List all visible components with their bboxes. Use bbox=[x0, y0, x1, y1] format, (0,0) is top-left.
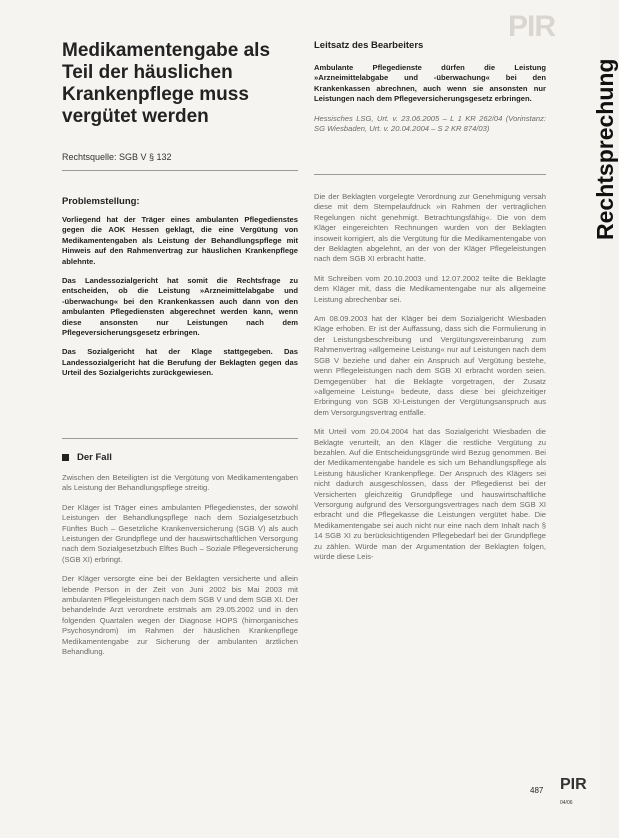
leitsatz-heading: Leitsatz des Bearbeiters bbox=[314, 40, 424, 51]
leitsatz-section bbox=[314, 40, 546, 143]
case-paragraph: Der Kläger versorgte eine bei der Beklagten versicherte und allein lebende Person in der Zeit von Juni 2002 bis Mai 2003 mit ambulanten Pflegeleistungen nach dem SGB V und dem SGB XI. Der behandelnde Arzt verordnete erstmals am 29.05.2002 und in den folgenden Quartalen wegen der Diagnose HOPS (hirnorganisches Psychosyndrom) im Rahmen der häuslichen Krankenpflege Medikamentengabe zur Sicherung der ambulanten ärztlichen Behandlung. bbox=[62, 574, 298, 657]
problem-heading: Problemstellung: bbox=[62, 196, 140, 207]
leitsatz-citation: Hessisches LSG, Urt. v. 23.06.2005 – L 1 KR 262/04 (Vorinstanz: SG Wiesbaden, Urt. v. 20.04.2004 – S 2 KR 874/03) bbox=[314, 113, 546, 134]
issue-number: 04/06 bbox=[560, 799, 573, 806]
problem-paragraph: Das Sozialgericht hat der Klage stattgegeben. Das Landessozialgericht hat die Berufung der Beklagten gegen das Urteil des Sozialgerichts zurückgewiesen. bbox=[62, 347, 298, 378]
divider bbox=[62, 170, 298, 171]
problem-section bbox=[62, 196, 298, 388]
case-section bbox=[62, 452, 298, 667]
body-paragraph: Mit Urteil vom 20.04.2004 hat das Sozialgericht Wiesbaden die Beklagte verurteilt, an den Kläger die restliche Vergütung zu bezahlen. Auf die Entscheidungsgründe wird Bezug genommen. Bei der Medikamentengabe handele es sich um Behandlungspflege als Leistung häuslicher Krankenpflege. Der Anspruch des Klägers sei nicht dadurch ausgeschlossen, dass der Pflegedienst bei der Versicherten gleichzeitig Grundpflege und hauswirtschaftliche Versorgung aufgrund des Versorgungsvertrages nach dem SGB XI erbracht und die Pflegekasse die Leistungen vergütet habe. Die Medikamentengabe sei auch nicht nur eine nach dem Inhalt nach § 14 SGB XI zu berücksichtigenden Pflegebedarf bei der Grundpflege zu zählen. Würde man der Argumentation der Beklagten folgen, würde diese Leis- bbox=[314, 427, 546, 561]
page-number: 487 bbox=[530, 786, 544, 795]
body-paragraph: Mit Schreiben vom 20.10.2003 und 12.07.2002 teilte die Beklagte dem Kläger mit, dass die Medikamentengabe nur als allgemeine Leistung abrechenbar sei. bbox=[314, 273, 546, 304]
section-label bbox=[560, 40, 618, 250]
leitsatz-text: Ambulante Pflegedienste dürfen die Leistung »Arzneimittelabgabe und -überwachung« bei den Krankenkassen abrechnen, auch wenn sie ansonsten nur Leistungen nach dem Pflegeversicherungsgesetz erbringen. bbox=[314, 63, 546, 104]
body-paragraph: Am 08.09.2003 hat der Kläger bei dem Sozialgericht Wiesbaden Klage erhoben. Er ist der Auffassung, dass sich die Formulierung in der Leistungsbeschreibung und Vergütungsvereinbarung zum Rahmenvertrag »allgemeine Leistung« nur auf Leistungen nach dem SGB V beziehe und daher ein Anspruch auf Vergütung bestehe, wenn Pflegeleistungen nach dem SGB XI erbracht worden seien. Demgegenüber hat die Beklagte vorgetragen, der Zusatz »allgemeine Leistung« bedeute, dass diese bei gleichzeitiger Erbringung von SGB XI-Leistungen der Vergütungsanspruch aus dem Versorgungsvertrag entfalle. bbox=[314, 314, 546, 417]
divider bbox=[62, 438, 298, 439]
pir-logo-text: PIR bbox=[560, 776, 587, 793]
article-title: Medikamentengabe als Teil der häuslichen Krankenpflege muss vergütet werden bbox=[62, 40, 271, 127]
source-line: Rechtsquelle: SGB V § 132 bbox=[62, 152, 172, 162]
section-label-text: Rechtsprechung bbox=[592, 58, 618, 240]
divider bbox=[314, 174, 546, 175]
case-heading bbox=[62, 452, 298, 463]
right-column-body bbox=[314, 192, 546, 571]
body-paragraph: Die der Beklagten vorgelegte Verordnung zur Genehmigung versah diese mit dem Stempelaufdruck »in Rahmen der vertraglichen Regelungen nicht genehmigt. Betrachtungsfähig«. Die von dem Kläger eingereichten Rechnungen wurden von der Beklagten insoweit korrigiert, als die Vergütung für die Medikamentengabe von der Beklagten abgelehnt, an der von der Kläger Pflegeleistungen nach dem SGB XI erbracht hatte. bbox=[314, 192, 546, 264]
case-paragraph: Der Kläger ist Träger eines ambulanten Pflegedienstes, der sowohl Leistungen der Behandlungspflege nach dem Sozialgesetzbuch Fünftes Buch – Gesetzliche Krankenversicherung (SGB V) als auch Leistungen der Grundpflege und der hauswirtschaftlichen Versorgung nach dem Sozialgesetzbuch Elftes Buch – Soziale Pflegeversicherung (SGB XI) erbringt. bbox=[62, 502, 298, 564]
case-heading-text: Der Fall bbox=[77, 452, 112, 463]
pir-watermark-logo: PIR bbox=[508, 10, 556, 43]
problem-paragraph: Vorliegend hat der Träger eines ambulanten Pflegedienstes gegen die AOK Hessen geklagt, die eine Vergütung von Medikamentengaben als Leistung der Behandlungspflege mit Hinweis auf den Rahmenvertrag zur häuslichen Krankenpflege ablehnte. bbox=[62, 215, 298, 266]
square-bullet-icon bbox=[62, 454, 69, 461]
problem-paragraph: Das Landessozialgericht hat somit die Rechtsfrage zu entscheiden, ob die Leistung »Arzneimittelabgabe und -überwachung« bei den Krankenkassen auch dann von den ambulanten Pflegediensten abgerechnet werden kann, wenn diese ansonsten nur Leistungen nach dem Pflegeversicherungsgesetz erbringen. bbox=[62, 276, 298, 338]
case-paragraph: Zwischen den Beteiligten ist die Vergütung von Medikamentengaben als Leistung der Behandlungspflege streitig. bbox=[62, 473, 298, 493]
pir-logo bbox=[560, 776, 600, 812]
